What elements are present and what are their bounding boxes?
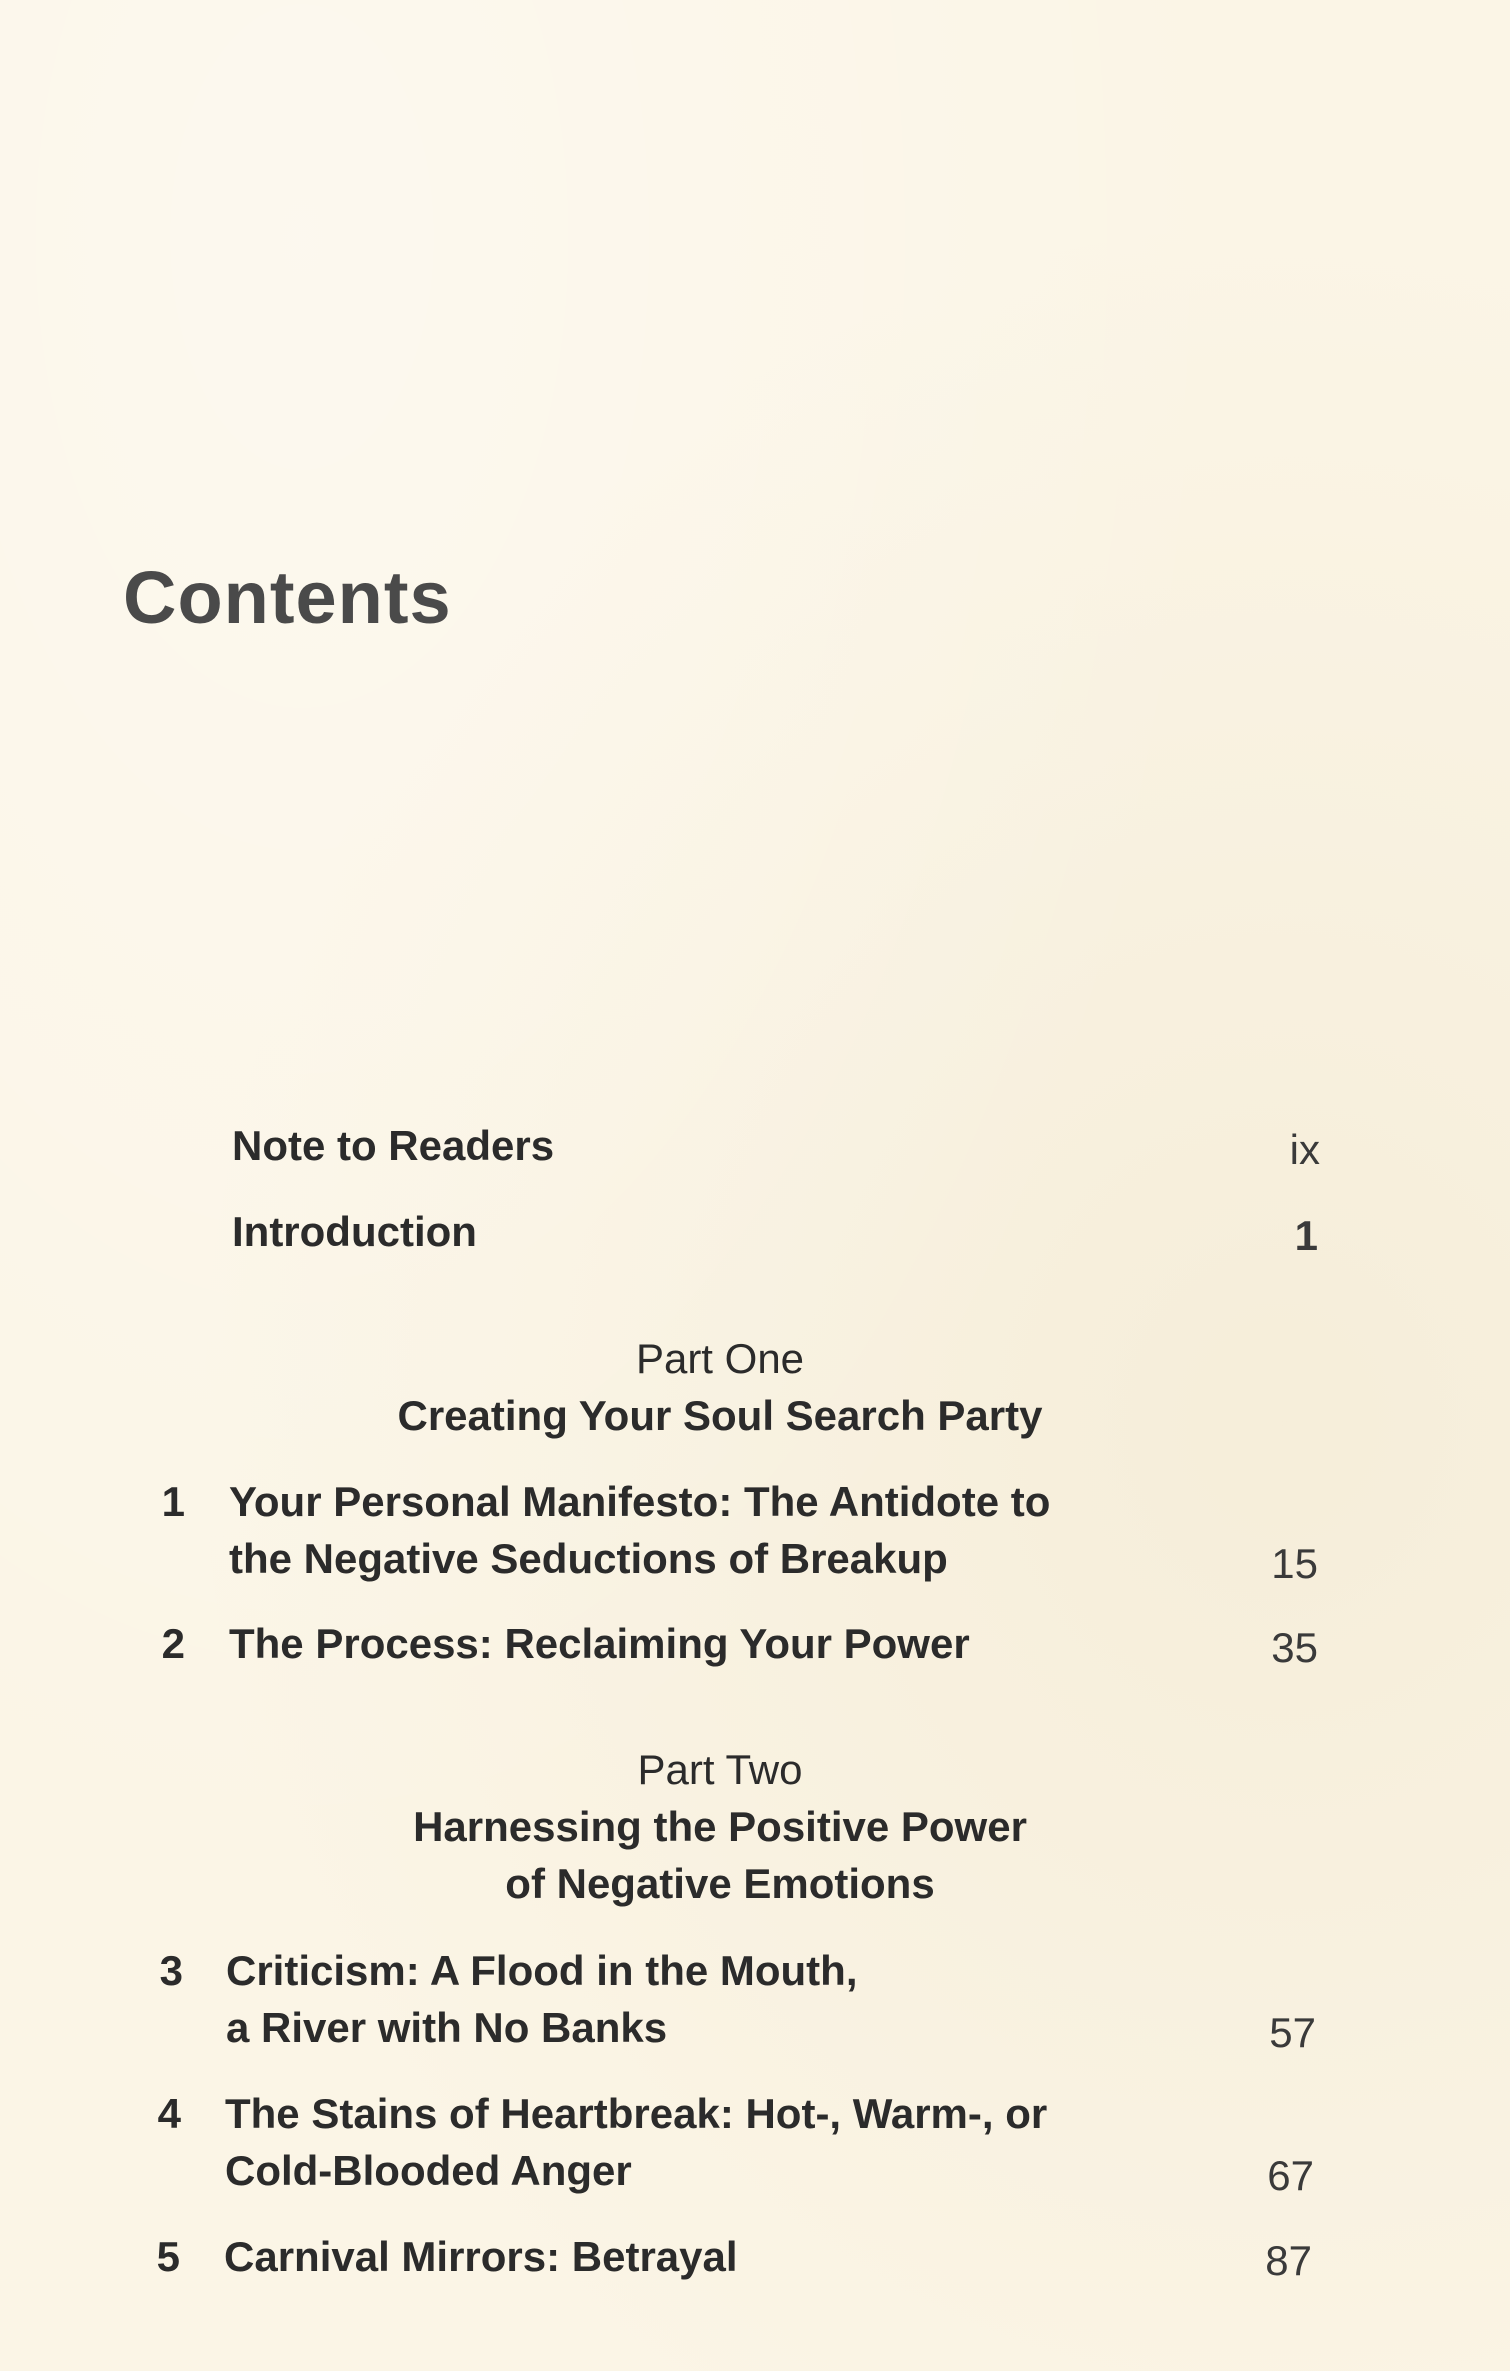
- chapter-number: 3: [159, 1947, 183, 1994]
- chapter-page: 67: [1267, 2152, 1314, 2199]
- toc-entry-page: 1: [1294, 1212, 1318, 1259]
- chapter-page: 35: [1271, 1624, 1318, 1671]
- toc-entry-introduction: [0, 1203, 1318, 1260]
- chapter-number: 5: [156, 2233, 180, 2280]
- chapter-title-line-2: the Negative Seductions of Breakup: [229, 1535, 948, 1582]
- toc-entry-title: Note to Readers: [232, 1122, 555, 1169]
- part-label: Part Two: [637, 1746, 803, 1793]
- toc-chapter-4: [0, 2085, 1314, 2199]
- chapter-title-line-1: Criticism: A Flood in the Mouth,: [226, 1947, 858, 1994]
- contents-heading: Contents: [123, 556, 452, 639]
- chapter-title-line-2: a River with No Banks: [226, 2004, 668, 2051]
- part-one-heading: [0, 1330, 1440, 1444]
- chapter-number: 2: [161, 1620, 185, 1667]
- chapter-title-line-1: Your Personal Manifesto: The Antidote to: [229, 1478, 1051, 1525]
- toc-entry-title: Introduction: [232, 1208, 477, 1255]
- toc-chapter-3: [0, 1942, 1316, 2056]
- part-two-heading: [0, 1741, 1440, 1912]
- part-label: Part One: [635, 1335, 805, 1382]
- chapter-page: 57: [1269, 2009, 1316, 2056]
- toc-chapter-5: [0, 2228, 1312, 2285]
- chapter-page: 87: [1265, 2237, 1312, 2284]
- chapter-title-line-1: Carnival Mirrors: Betrayal: [224, 2233, 738, 2280]
- part-title-line-1: Harnessing the Positive Power: [413, 1803, 1027, 1850]
- chapter-number: 1: [161, 1478, 185, 1525]
- chapter-title-line-2: Cold-Blooded Anger: [225, 2147, 632, 2194]
- toc-entry-page: ix: [1289, 1126, 1320, 1173]
- part-title: Creating Your Soul Search Party: [397, 1392, 1043, 1439]
- part-title-line-2: of Negative Emotions: [505, 1860, 935, 1907]
- chapter-number: 4: [157, 2090, 181, 2137]
- chapter-title-line-1: The Stains of Heartbreak: Hot-, Warm-, or: [225, 2090, 1048, 2137]
- toc-chapter-2: [0, 1615, 1318, 1672]
- chapter-page: 15: [1271, 1540, 1318, 1587]
- toc-chapter-1: [0, 1473, 1318, 1587]
- toc-entry-note-to-readers: [0, 1117, 1320, 1174]
- chapter-title-line-1: The Process: Reclaiming Your Power: [229, 1620, 970, 1667]
